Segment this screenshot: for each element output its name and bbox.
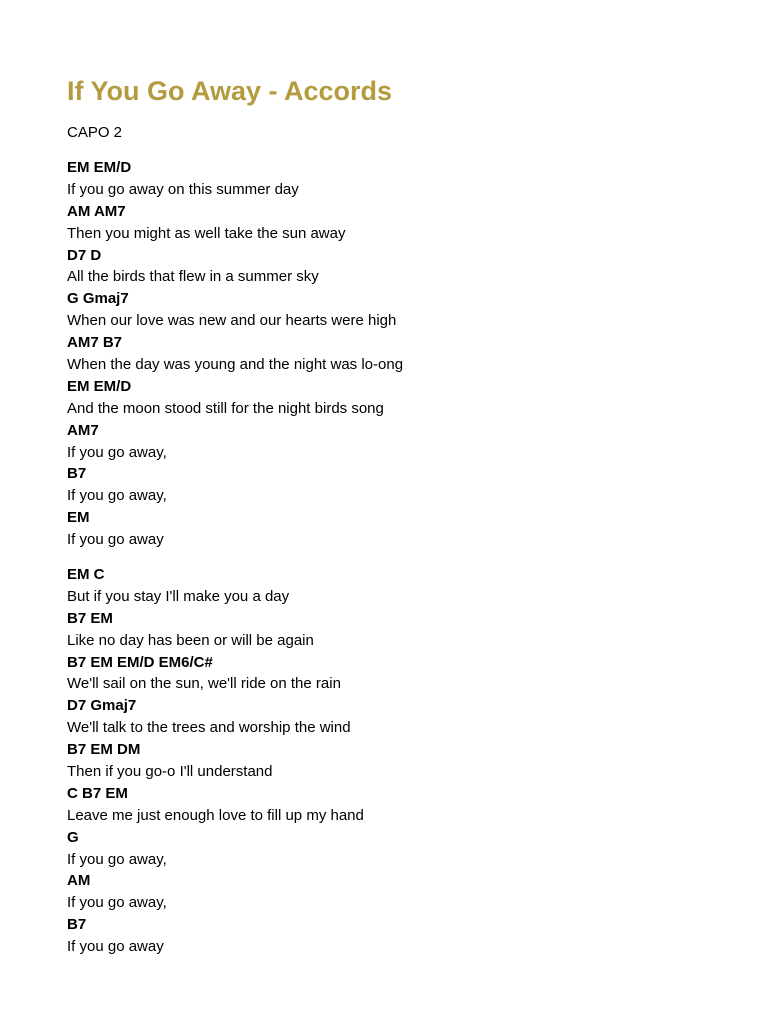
chord-line: B7	[67, 916, 87, 934]
lyric-line: If you go away	[67, 531, 164, 549]
lyric-line: Then you might as well take the sun away	[67, 224, 346, 242]
lyric-line: Leave me just enough love to fill up my hand	[67, 806, 364, 824]
chord-line: AM AM7	[67, 202, 126, 220]
chord-line: AM7 B7	[67, 334, 123, 352]
chord-line: C B7 EM	[67, 784, 128, 802]
chord-line: D7 Gmaj7	[67, 697, 137, 715]
lyric-line: If you go away on this summer day	[67, 180, 299, 198]
lyric-line: When our love was new and our hearts were high	[67, 312, 397, 330]
song-title: If You Go Away - Accords	[67, 76, 393, 106]
lyric-line: We'll sail on the sun, we'll ride on the rain	[67, 675, 341, 693]
chord-line: D7 D	[67, 246, 102, 264]
chord-line: B7 EM	[67, 609, 113, 627]
verse-2	[67, 564, 747, 958]
chord-line: EM	[67, 509, 90, 527]
lyric-line: All the birds that flew in a summer sky	[67, 268, 319, 286]
chord-line: B7	[67, 465, 87, 483]
lyric-line: Then if you go-o I'll understand	[67, 763, 273, 781]
chord-line: B7 EM DM	[67, 741, 141, 759]
lyric-line: We'll talk to the trees and worship the wind	[67, 719, 351, 737]
chord-line: G	[67, 828, 79, 846]
lyric-line: If you go away,	[67, 894, 167, 912]
lyric-line: If you go away,	[67, 443, 167, 461]
chord-line: EM EM/D	[67, 159, 132, 176]
lyric-line: If you go away,	[67, 487, 167, 505]
lyric-line: If you go away	[67, 938, 164, 956]
lyric-line: And the moon stood still for the night birds song	[67, 399, 384, 417]
chord-line: AM	[67, 872, 91, 890]
chord-line: B7 EM EM/D EM6/C#	[67, 653, 213, 671]
lyric-line: When the day was young and the night was lo-ong	[67, 356, 404, 374]
chord-line: EM C	[67, 566, 105, 583]
lyric-line: If you go away,	[67, 850, 167, 868]
lyric-line: Like no day has been or will be again	[67, 631, 314, 649]
chord-line: G Gmaj7	[67, 290, 129, 308]
chord-line: AM7	[67, 421, 99, 439]
verse-1	[67, 157, 747, 551]
capo-note: CAPO 2	[67, 124, 123, 141]
chord-line: EM EM/D	[67, 377, 132, 395]
lyric-line: But if you stay I'll make you a day	[67, 587, 290, 605]
